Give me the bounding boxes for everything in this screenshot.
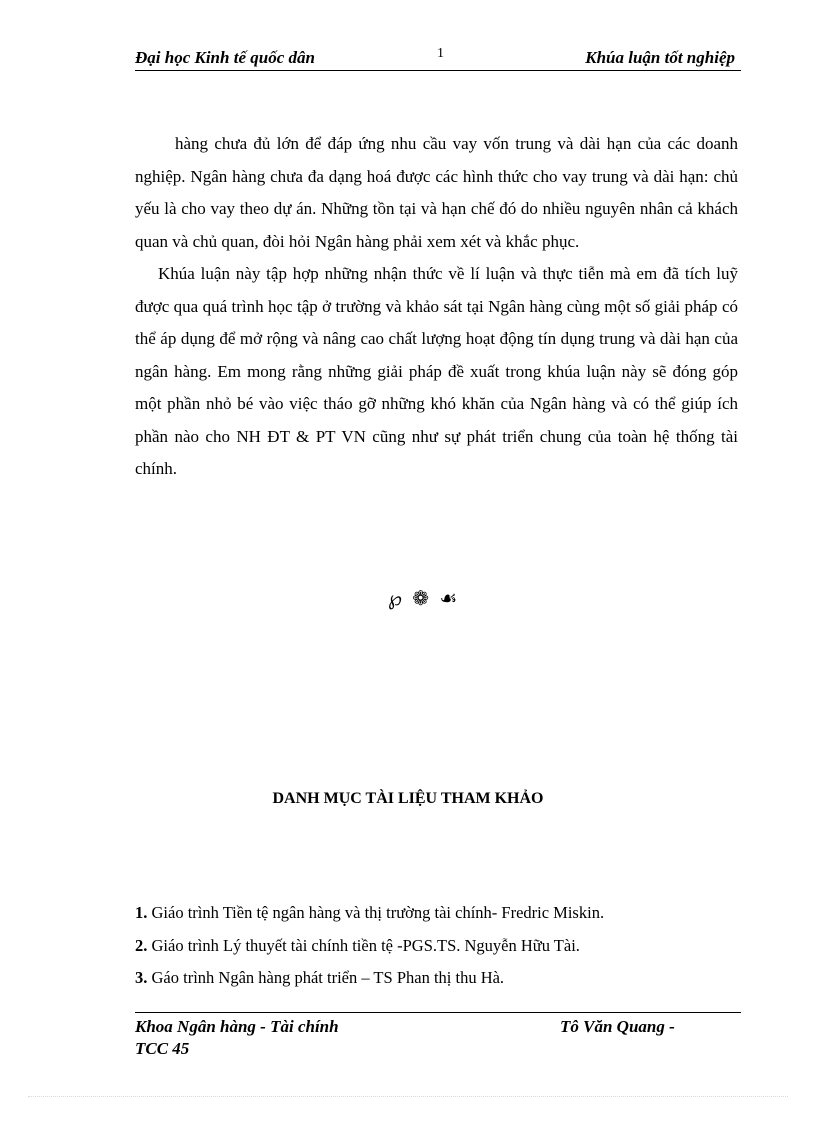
paragraph: Khúa luận này tập hợp những nhận thức về lí luận và thực tiễn mà em đã tích luỹ được qua quá trình học tập ở trường và khảo sát tại Ngân hàng cùng một số giải pháp có thể áp dụng để mở rộng và nâng cao chất lượng hoạt động tín dụng trung và dài hạn của ngân hàng. Em mong rằng những giải pháp đề xuất trong khúa luận này sẽ đóng góp một phần nhỏ bé vào việc tháo gỡ những khó khăn của Ngân hàng và có thể giúp ích phần nào cho NH ĐT & PT VN cũng như sự phát triển chung của toàn hệ thống tài chính. xyxy=(135,264,738,478)
reference-text: Gáo trình Ngân hàng phát triển – TS Phan thị thu Hà. xyxy=(147,968,505,987)
body-text xyxy=(135,128,738,486)
references-list xyxy=(135,902,741,1000)
page-footer xyxy=(135,1012,741,1058)
page-bottom-border xyxy=(28,1096,788,1097)
footer-author: Tô Văn Quang - xyxy=(560,1017,675,1036)
page-header xyxy=(135,46,741,71)
reference-item xyxy=(135,967,741,1000)
reference-item xyxy=(135,902,741,935)
reference-number: 3. xyxy=(135,968,148,987)
ornament-divider: ℘ ❁ ☙ xyxy=(388,586,460,610)
reference-text: Giáo trình Tiền tệ ngân hàng và thị trường tài chính- Fredric Miskin. xyxy=(147,903,605,922)
header-university: Đại học Kinh tế quốc dân xyxy=(135,48,315,67)
reference-text: Giáo trình Lý thuyết tài chính tiền tệ -PGS.TS. Nguyễn Hữu Tài. xyxy=(147,935,580,955)
reference-number: 1. xyxy=(135,903,148,922)
header-document-type: Khúa luận tốt nghiệp xyxy=(585,48,735,67)
footer-faculty: Khoa Ngân hàng - Tài chính xyxy=(135,1017,339,1036)
reference-number: 2. xyxy=(135,935,148,955)
paragraph: hàng chưa đủ lớn để đáp ứng nhu cầu vay vốn trung và dài hạn của các doanh nghiệp. Ngân hàng chưa đa dạng hoá được các hình thức cho vay trung và dài hạn: chủ yếu là cho vay theo dự án. Những tồn tại và hạn chế đó do nhiều nguyên nhân cả khách quan và chủ quan, đòi hỏi Ngân hàng phải xem xét và khắc phục. xyxy=(135,134,738,251)
page-number: 1 xyxy=(437,46,444,61)
footer-class: TCC 45 xyxy=(135,1039,190,1058)
references-title: DANH MỤC TÀI LIỆU THAM KHẢO xyxy=(272,790,544,807)
reference-item xyxy=(135,935,741,968)
